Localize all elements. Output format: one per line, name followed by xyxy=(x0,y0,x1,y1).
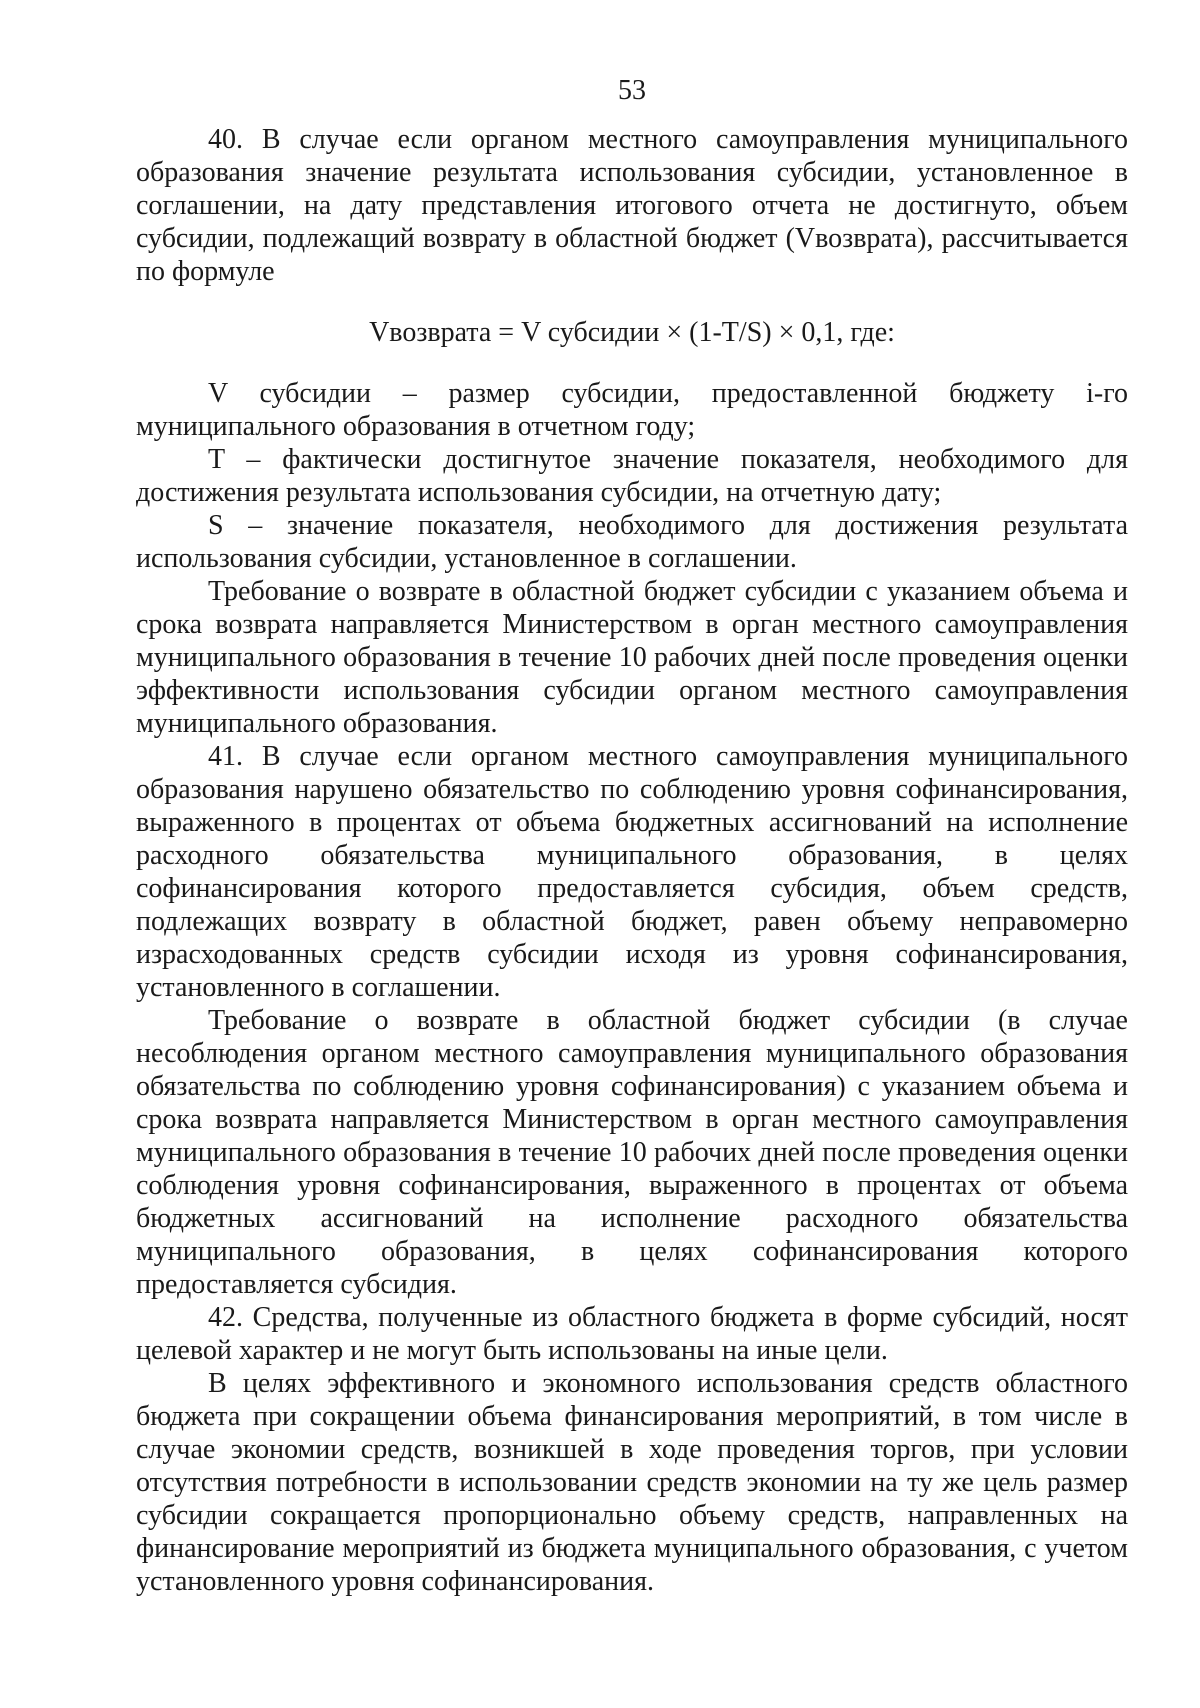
paragraph-41: 41. В случае если органом местного самоуправления муниципального образования нарушено обязательство по соблюдению уровня софинансирования, выраженного в процентах от объема бюджетных ассигнований на исполнение расходного обязательства муниципального образования, в целях софинансирования которого предоставляется субсидия, объем средств, подлежащих возврату в областной бюджет, равен объему неправомерно израсходованных средств субсидии исходя из уровня софинансирования, установленного в соглашении. xyxy=(136,741,1128,1003)
paragraph-42-economy: В целях эффективного и экономного использования средств областного бюджета при сокращении объема финансирования мероприятий, в том числе в случае экономии средств, возникшей в ходе проведения торгов, при условии отсутствия потребности в использовании средств экономии на ту же цель размер субсидии сокращается пропорционально объему средств, направленных на финансирование мероприятий из бюджета муниципального образования, с учетом установленного уровня софинансирования. xyxy=(136,1368,1128,1597)
paragraph-42: 42. Средства, полученные из областного бюджета в форме субсидий, носят целевой характер и не могут быть использованы на иные цели. xyxy=(136,1302,1128,1366)
paragraph-41-return-requirement: Требование о возврате в областной бюджет субсидии (в случае несоблюдения органом местного самоуправления муниципального образования обязательства по соблюдению уровня софинансирования) с указанием объема и срока возврата направляется Министерством в орган местного самоуправления муниципального образования в течение 10 рабочих дней после проведения оценки соблюдения уровня софинансирования, выраженного в процентах от объема бюджетных ассигнований на исполнение расходного обязательства муниципального образования, в целях софинансирования которого предоставляется субсидия. xyxy=(136,1005,1128,1300)
page-number: 53 xyxy=(618,75,646,106)
document-page xyxy=(136,0,1128,1708)
paragraph-40: 40. В случае если органом местного самоуправления муниципального образования значение результата использования субсидии, установленное в соглашении, на дату представления итогового отчета не достигнуто, объем субсидии, подлежащий возврату в областной бюджет (Vвозврата), рассчитывается по формуле xyxy=(136,124,1128,287)
definition-s: S – значение показателя, необходимого для достижения результата использования субсидии, установленное в соглашении. xyxy=(136,510,1128,574)
paragraph-return-requirement: Требование о возврате в областной бюджет субсидии с указанием объема и срока возврата направляется Министерством в орган местного самоуправления муниципального образования в течение 10 рабочих дней после проведения оценки эффективности использования субсидии органом местного самоуправления муниципального образования. xyxy=(136,576,1128,739)
formula: Vвозврата = V субсидии × (1-T/S) × 0,1, где: xyxy=(369,317,895,348)
definition-t: T – фактически достигнутое значение показателя, необходимого для достижения результата использования субсидии, на отчетную дату; xyxy=(136,444,1128,508)
document-body xyxy=(136,123,1128,1598)
definition-v-subsidy: V субсидии – размер субсидии, предоставленной бюджету i-го муниципального образования в отчетном году; xyxy=(136,378,1128,442)
